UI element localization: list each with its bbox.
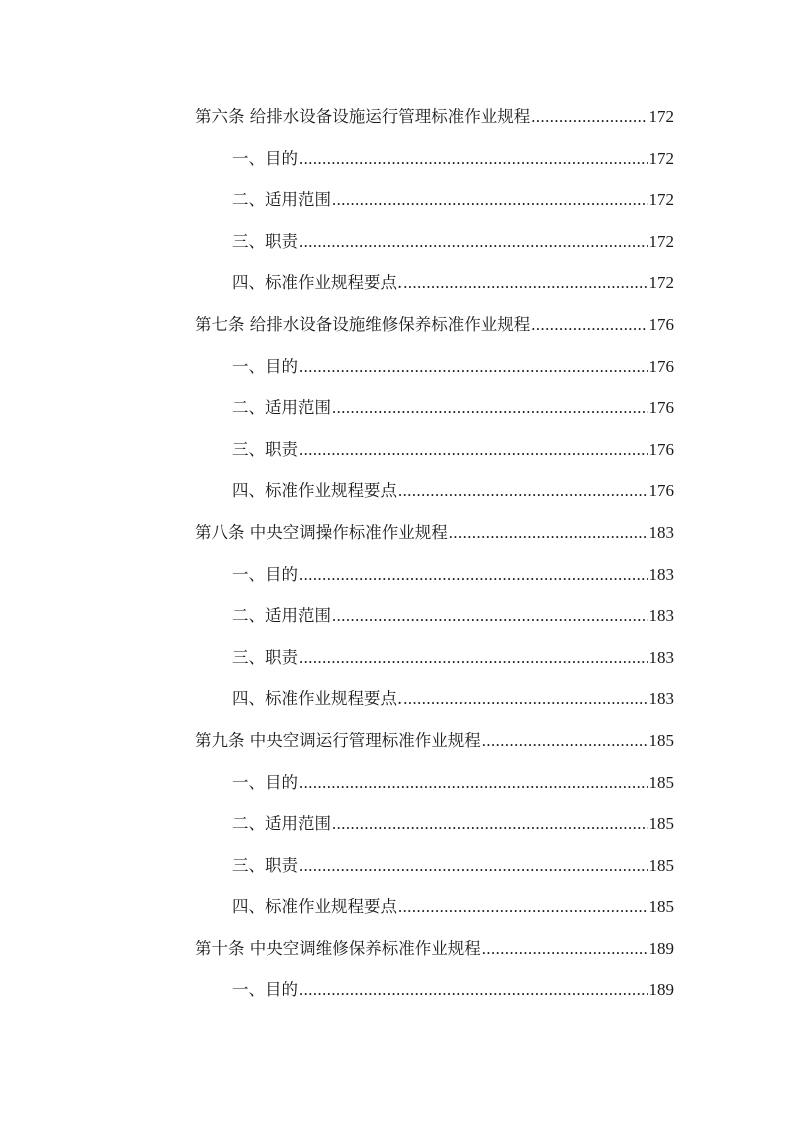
toc-entry-page: 185 bbox=[648, 730, 674, 750]
toc-entry-page: 183 bbox=[648, 689, 674, 709]
dot-leader bbox=[482, 936, 648, 962]
toc-entry-subsection[interactable] bbox=[195, 437, 674, 479]
toc-entry-article-8[interactable] bbox=[195, 520, 674, 562]
toc-entry-page: 172 bbox=[648, 107, 674, 126]
toc-entry-title: 一、目的 bbox=[232, 356, 298, 376]
toc-entry-subsection[interactable] bbox=[195, 229, 674, 271]
dot-leader bbox=[299, 354, 648, 380]
dot-leader bbox=[398, 478, 648, 504]
table-of-contents bbox=[195, 104, 674, 1019]
toc-entry-subsection[interactable] bbox=[195, 354, 674, 396]
toc-entry-article-10[interactable] bbox=[195, 936, 674, 978]
dot-leader bbox=[403, 270, 647, 296]
dot-leader bbox=[482, 728, 648, 754]
toc-entry-title: 三、职责 bbox=[232, 647, 298, 667]
dot-leader bbox=[299, 853, 648, 879]
toc-entry-page: 185 bbox=[648, 897, 674, 917]
toc-entry-page: 176 bbox=[648, 439, 674, 459]
toc-entry-title: 二、适用范围 bbox=[232, 606, 331, 626]
toc-entry-subsection[interactable] bbox=[195, 686, 674, 728]
toc-entry-page: 172 bbox=[648, 148, 674, 168]
toc-entry-subsection[interactable] bbox=[195, 603, 674, 645]
dot-leader bbox=[449, 520, 648, 546]
toc-entry-title: 四、标准作业规程要点 bbox=[232, 481, 397, 501]
toc-entry-title: 三、职责 bbox=[232, 439, 298, 459]
toc-entry-subsection[interactable] bbox=[195, 645, 674, 687]
dot-leader bbox=[299, 146, 648, 172]
dot-leader bbox=[299, 437, 648, 463]
toc-entry-page: 176 bbox=[648, 481, 674, 501]
toc-entry-subsection[interactable] bbox=[195, 270, 674, 312]
dot-leader bbox=[403, 686, 647, 712]
dot-leader bbox=[299, 562, 648, 588]
toc-entry-page: 172 bbox=[648, 190, 674, 210]
toc-entry-page: 176 bbox=[648, 398, 674, 418]
dot-leader bbox=[531, 312, 647, 338]
toc-entry-subsection[interactable] bbox=[195, 977, 674, 1019]
toc-entry-page: 185 bbox=[648, 855, 674, 875]
toc-entry-title: 二、适用范围 bbox=[232, 814, 331, 834]
toc-entry-title: 第八条 中央空调操作标准作业规程 bbox=[195, 522, 448, 542]
dot-leader bbox=[299, 645, 648, 671]
toc-entry-title: 第十条 中央空调维修保养标准作业规程 bbox=[195, 938, 481, 958]
toc-entry-article-7[interactable] bbox=[195, 312, 674, 354]
toc-entry-page: 176 bbox=[648, 356, 674, 376]
dot-leader bbox=[332, 811, 648, 837]
dot-leader bbox=[332, 603, 648, 629]
toc-entry-title: 三、职责 bbox=[232, 855, 298, 875]
toc-entry-subsection[interactable] bbox=[195, 770, 674, 812]
toc-entry-title: 一、目的 bbox=[232, 980, 298, 1000]
toc-entry-subsection[interactable] bbox=[195, 562, 674, 604]
toc-entry-title: 第七条 给排水设备设施维修保养标准作业规程 bbox=[195, 314, 531, 334]
toc-entry-page: 185 bbox=[648, 814, 674, 834]
toc-entry-page: 172 bbox=[648, 231, 674, 251]
toc-entry-subsection[interactable] bbox=[195, 811, 674, 853]
toc-entry-title: 一、目的 bbox=[232, 148, 298, 168]
toc-entry-page: 183 bbox=[648, 522, 674, 542]
toc-entry-title: 四、标准作业规程要点 bbox=[232, 897, 397, 917]
dot-leader bbox=[299, 770, 648, 796]
toc-entry-subsection[interactable] bbox=[195, 894, 674, 936]
toc-entry-subsection[interactable] bbox=[195, 395, 674, 437]
dot-leader bbox=[299, 977, 648, 1003]
toc-entry-title: 三、职责 bbox=[232, 231, 298, 251]
toc-entry-subsection[interactable] bbox=[195, 146, 674, 188]
toc-entry-title: 二、适用范围 bbox=[232, 398, 331, 418]
dot-leader bbox=[398, 894, 648, 920]
toc-entry-subsection[interactable] bbox=[195, 187, 674, 229]
dot-leader bbox=[332, 187, 648, 213]
dot-leader bbox=[299, 229, 648, 255]
toc-entry-page: 189 bbox=[648, 938, 674, 958]
toc-entry-page: 172 bbox=[648, 273, 674, 293]
toc-entry-subsection[interactable] bbox=[195, 478, 674, 520]
dot-leader bbox=[531, 104, 647, 130]
toc-entry-article-9[interactable] bbox=[195, 728, 674, 770]
toc-entry-page: 183 bbox=[648, 564, 674, 584]
dot-leader bbox=[332, 395, 648, 421]
toc-entry-title: 第九条 中央空调运行管理标准作业规程 bbox=[195, 730, 481, 750]
toc-entry-subsection[interactable] bbox=[195, 853, 674, 895]
toc-entry-page: 189 bbox=[648, 980, 674, 1000]
toc-entry-title: 二、适用范围 bbox=[232, 190, 331, 210]
toc-entry-page: 183 bbox=[648, 606, 674, 626]
toc-entry-title: 四、标准作业规程要点. bbox=[232, 273, 403, 293]
toc-entry-title: 一、目的 bbox=[232, 772, 298, 792]
toc-entry-title: 一、目的 bbox=[232, 564, 298, 584]
toc-entry-title: 第六条 给排水设备设施运行管理标准作业规程 bbox=[195, 107, 531, 126]
toc-entry-article-6[interactable] bbox=[195, 104, 674, 146]
toc-entry-page: 185 bbox=[648, 772, 674, 792]
toc-entry-page: 176 bbox=[648, 314, 674, 334]
toc-entry-page: 183 bbox=[648, 647, 674, 667]
toc-entry-title: 四、标准作业规程要点. bbox=[232, 689, 403, 709]
